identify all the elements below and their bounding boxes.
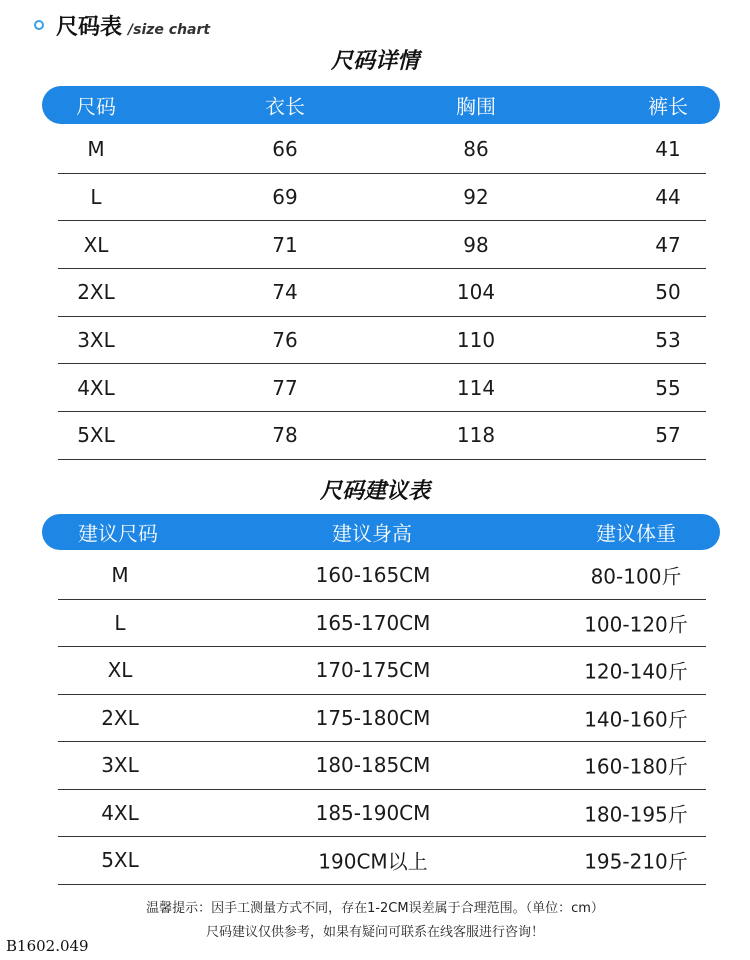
table-row — [58, 269, 706, 317]
suggest-table-title: 尺码建议表 — [319, 479, 430, 504]
weight-cell: 140-160斤 — [584, 707, 688, 732]
length-cell: 74 — [272, 280, 298, 305]
size-cell: M — [87, 137, 105, 162]
length-cell: 71 — [272, 232, 298, 257]
product-code: B1602.049 — [6, 937, 89, 955]
size-cell: 4XL — [101, 800, 139, 825]
size-cell: M — [111, 563, 129, 588]
suggest-table-header — [42, 514, 720, 550]
chest-cell: 98 — [463, 232, 489, 257]
table-row — [58, 742, 706, 790]
length-cell: 76 — [272, 328, 298, 353]
page-subtitle: /size chart — [128, 22, 211, 38]
bullet-circle-icon — [34, 20, 44, 30]
size-cell: 3XL — [77, 328, 115, 353]
measurement-note: 温馨提示：因手工测量方式不同，存在1-2CM误差属于合理范围。（单位：cm） — [146, 901, 604, 916]
table-row — [58, 412, 706, 460]
column-header-suggested-weight: 建议体重 — [596, 521, 676, 546]
pants-length-cell: 44 — [655, 185, 681, 210]
column-header-length: 衣长 — [265, 94, 305, 119]
weight-cell: 100-120斤 — [584, 612, 688, 637]
length-cell: 78 — [272, 423, 298, 448]
size-cell: 5XL — [77, 423, 115, 448]
column-header-suggested-height: 建议身高 — [332, 521, 412, 546]
header — [34, 10, 210, 41]
weight-cell: 180-195斤 — [584, 802, 688, 827]
weight-cell: 160-180斤 — [584, 754, 688, 779]
weight-cell: 120-140斤 — [584, 659, 688, 684]
table-row — [58, 364, 706, 412]
table-row — [58, 126, 706, 174]
size-cell: XL — [107, 658, 133, 683]
column-header-size: 尺码 — [76, 94, 116, 119]
detail-table-title: 尺码详情 — [330, 49, 419, 74]
height-cell: 165-170CM — [315, 610, 431, 635]
table-row — [58, 600, 706, 648]
height-cell: 175-180CM — [315, 705, 431, 730]
height-cell: 160-165CM — [315, 563, 431, 588]
pants-length-cell: 47 — [655, 232, 681, 257]
column-header-pants-length: 裤长 — [648, 94, 688, 119]
size-cell: 2XL — [101, 705, 139, 730]
suggest-table-body — [58, 552, 706, 885]
chest-cell: 114 — [456, 375, 496, 400]
chest-cell: 86 — [463, 137, 489, 162]
detail-table-body — [58, 126, 706, 460]
pants-length-cell: 53 — [655, 328, 681, 353]
weight-cell: 80-100斤 — [590, 564, 682, 589]
table-row — [58, 695, 706, 743]
pants-length-cell: 55 — [655, 375, 681, 400]
table-row — [58, 552, 706, 600]
column-header-chest: 胸围 — [456, 94, 496, 119]
chest-cell: 110 — [456, 328, 496, 353]
height-cell: 185-190CM — [315, 800, 431, 825]
size-cell: L — [90, 185, 102, 210]
page-title: 尺码表 — [56, 15, 123, 40]
pants-length-cell: 41 — [655, 137, 681, 162]
size-cell: 5XL — [101, 848, 139, 873]
size-cell: 2XL — [77, 280, 115, 305]
chest-cell: 118 — [456, 423, 496, 448]
size-cell: XL — [83, 232, 109, 257]
length-cell: 66 — [272, 137, 298, 162]
chest-cell: 104 — [456, 280, 496, 305]
length-cell: 69 — [272, 185, 298, 210]
pants-length-cell: 50 — [655, 280, 681, 305]
size-cell: L — [114, 610, 126, 635]
height-cell: 180-185CM — [315, 753, 431, 778]
table-row — [58, 317, 706, 365]
table-row — [58, 790, 706, 838]
size-cell: 4XL — [77, 375, 115, 400]
chest-cell: 92 — [463, 185, 489, 210]
table-row — [58, 837, 706, 885]
reference-note: 尺码建议仅供参考，如果有疑问可联系在线客服进行咨询！ — [205, 925, 544, 940]
table-row — [58, 174, 706, 222]
height-cell: 170-175CM — [315, 658, 431, 683]
height-cell: 190CM以上 — [318, 849, 428, 874]
column-header-suggested-size: 建议尺码 — [78, 521, 158, 546]
detail-table-header — [42, 86, 720, 124]
table-row — [58, 647, 706, 695]
weight-cell: 195-210斤 — [584, 849, 688, 874]
table-row — [58, 221, 706, 269]
size-cell: 3XL — [101, 753, 139, 778]
length-cell: 77 — [272, 375, 298, 400]
pants-length-cell: 57 — [655, 423, 681, 448]
